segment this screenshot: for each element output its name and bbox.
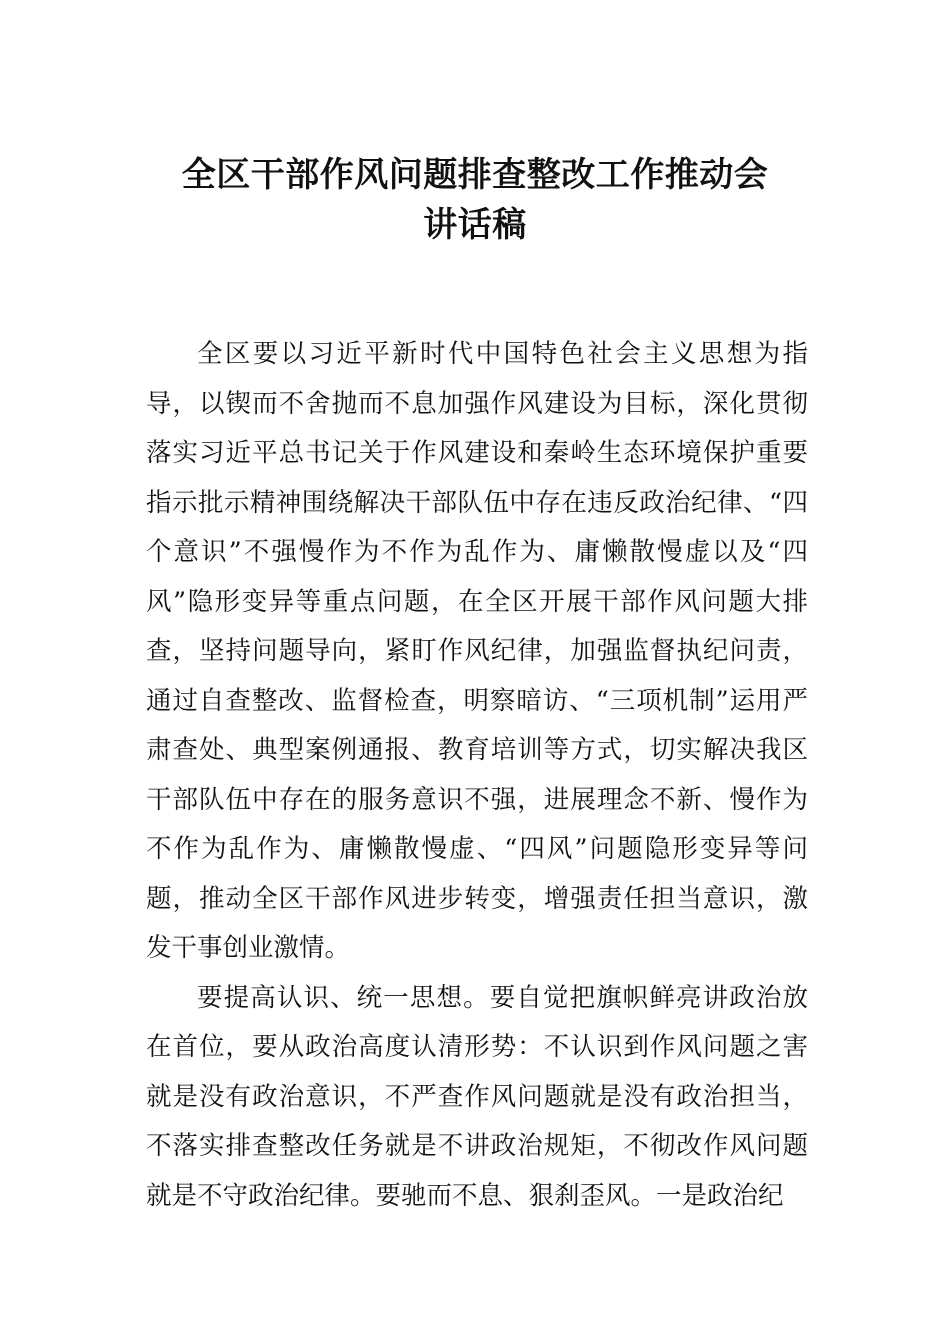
document-title: [0, 150, 950, 250]
title-line-2: 讲话稿: [423, 205, 527, 245]
title-line-1: 全区干部作风问题排查整改工作推动会: [181, 155, 769, 195]
paragraph-1: 全区要以习近平新时代中国特色社会主义思想为指导，以锲而不舍抛而不息加强作风建设为目标，深化贯彻落实习近平总书记关于作风建设和秦岭生态环境保护重要指示批示精神围绕解决干部队伍中存在违反政治纪律、“四个意识”不强慢作为不作为乱作为、庸懒散慢虚以及“四风”隐形变异等重点问题，在全区开展干部作风问题大排查，坚持问题导向，紧盯作风纪律，加强监督执纪问责，通过自查整改、监督检查，明察暗访、“三项机制”运用严肃查处、典型案例通报、教育培训等方式，切实解决我区干部队伍中存在的服务意识不强，进展理念不新、慢作为不作为乱作为、庸懒散慢虚、“四风”问题隐形变异等问题，推动全区干部作风进步转变，增强责任担当意识，激发干事创业激情。: [146, 339, 808, 963]
paragraph-2: 要提高认识、统一思想。要自觉把旗帜鲜亮讲政治放在首位，要从政治高度认清形势：不认识到作风问题之害就是没有政治意识，不严查作风问题就是没有政治担当，不落实排查整改任务就是不讲政治规矩，不彻改作风问题就是不守政治纪律。要驰而不息、狠刹歪风。一是政治纪: [146, 982, 808, 1211]
document-body: [146, 330, 808, 1221]
